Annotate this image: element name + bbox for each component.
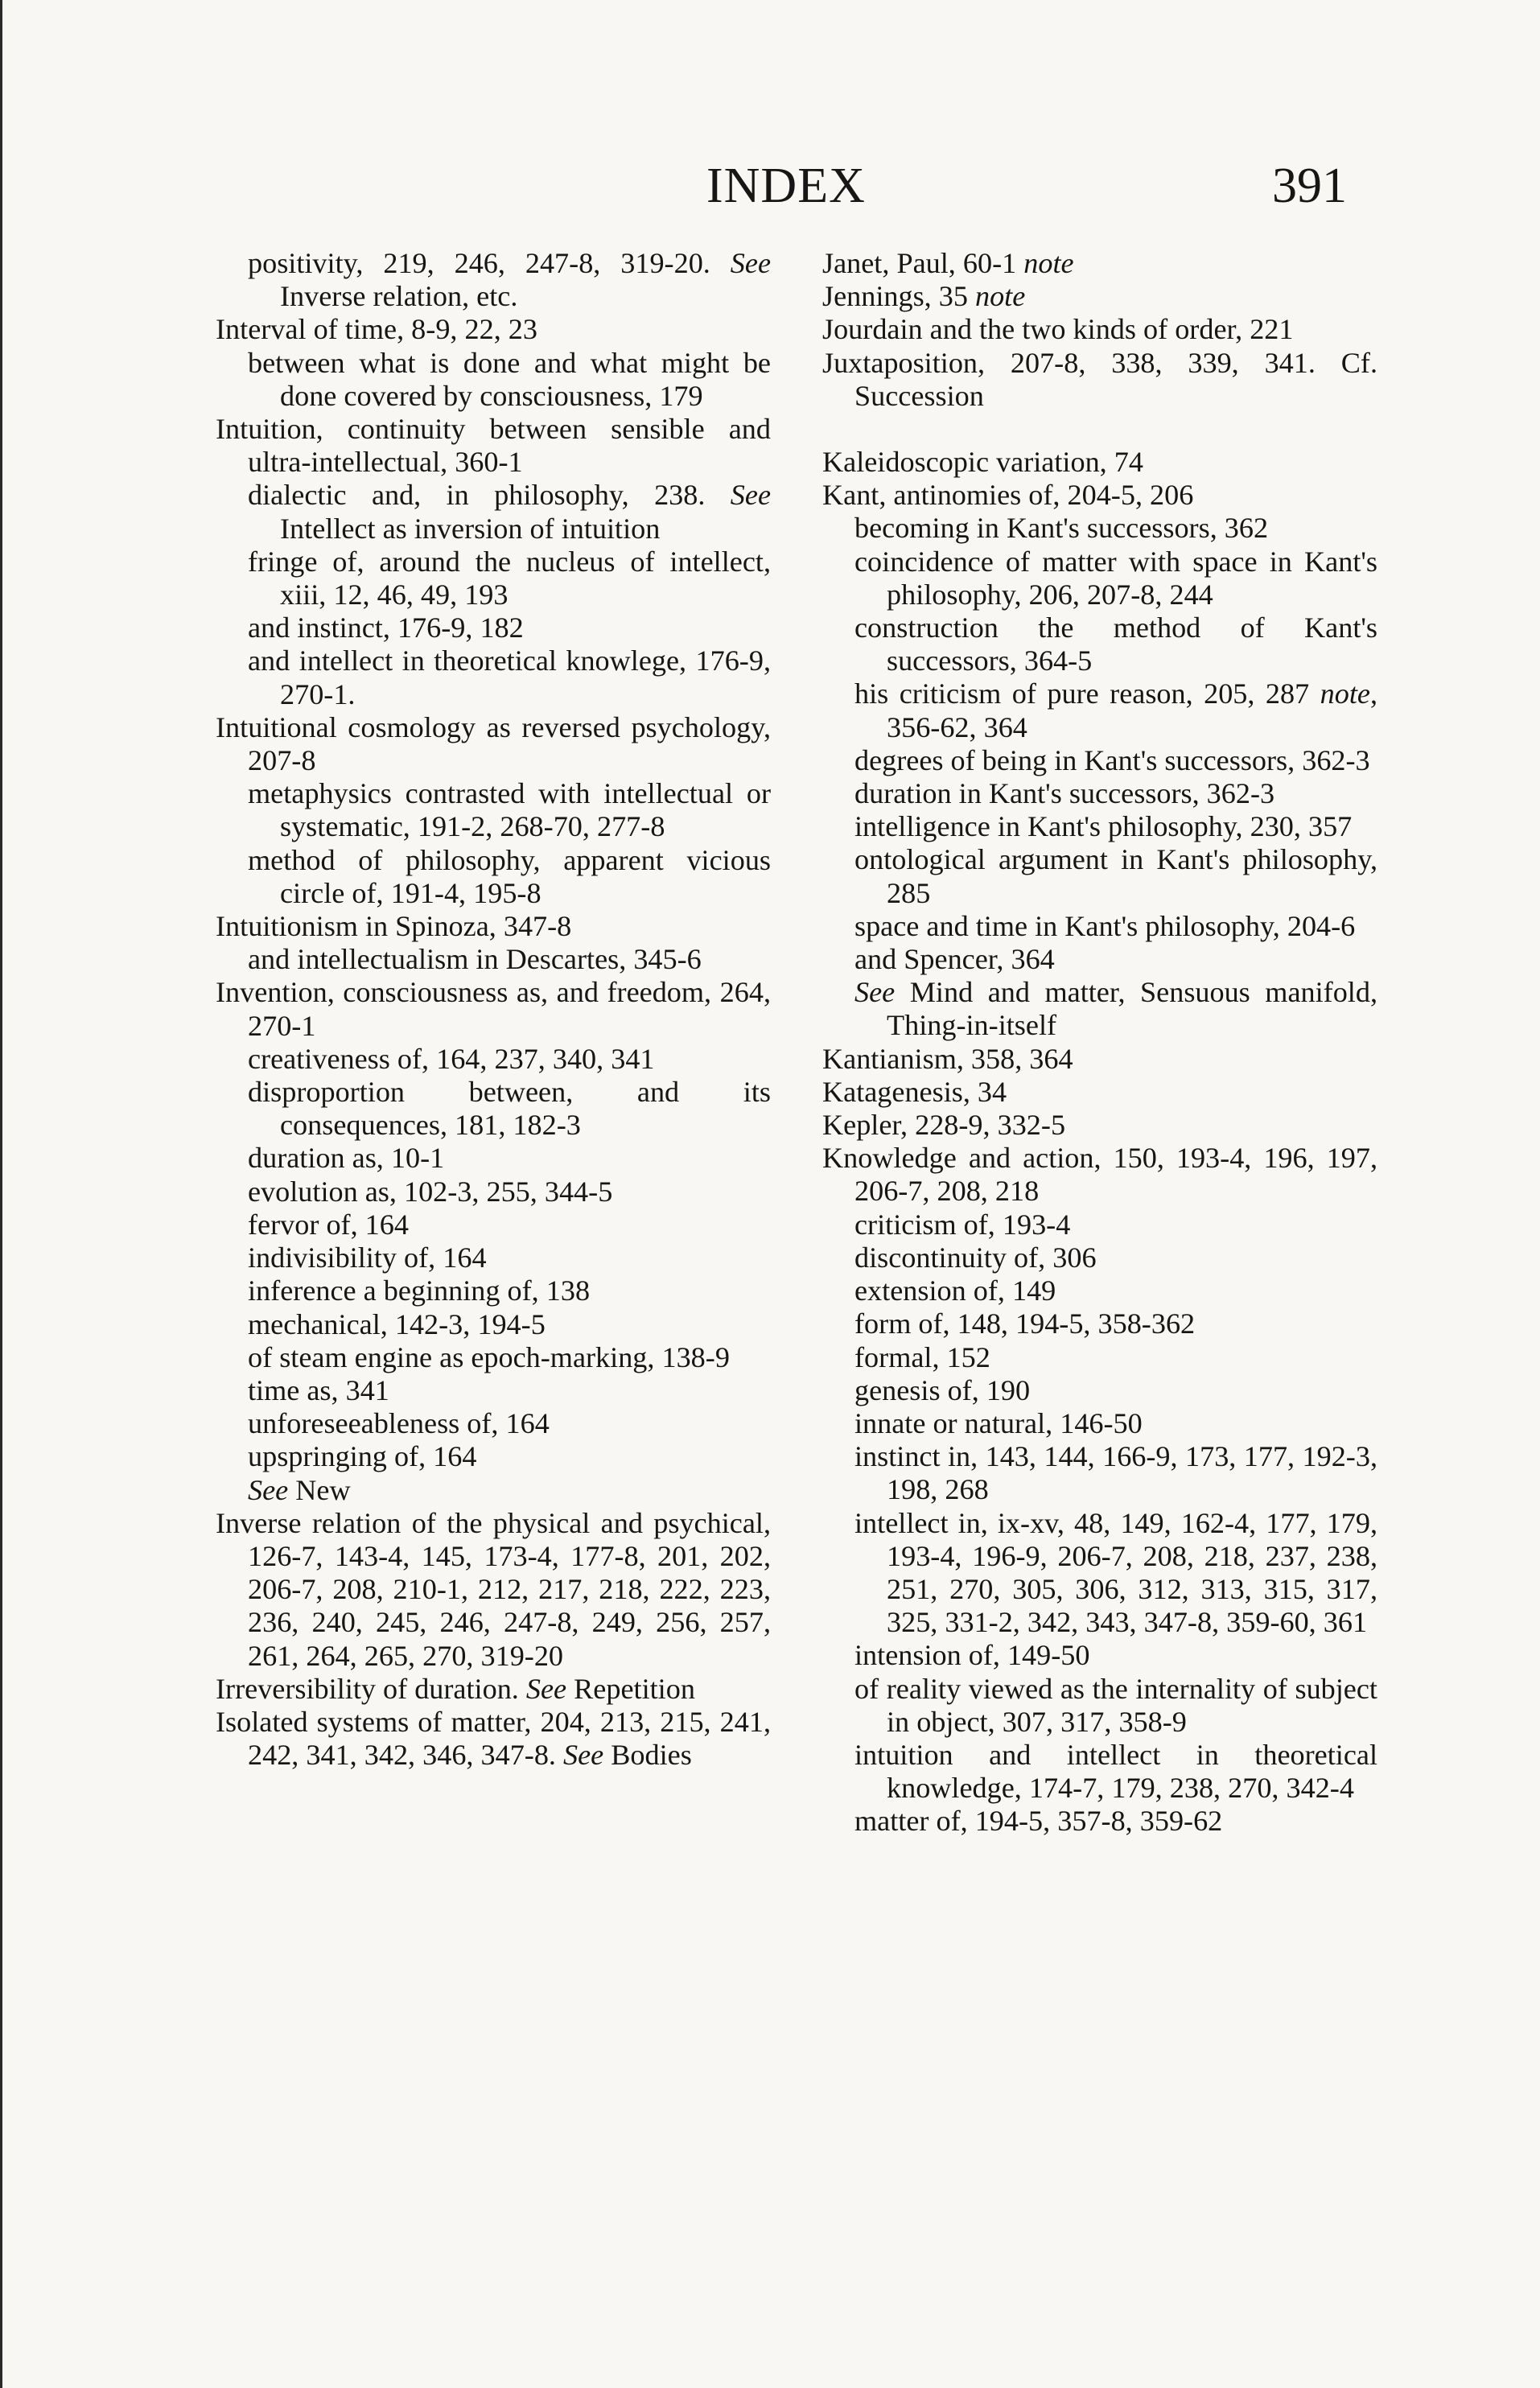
index-subentry <box>822 744 1377 777</box>
index-subentry <box>216 644 771 710</box>
entry-text: Knowledge and action, 150, 193-4, 196, 197, 206-7, 208, 218 <box>822 1142 1377 1208</box>
index-entry <box>822 479 1377 512</box>
entry-text: and Spencer, 364 <box>854 943 1055 976</box>
index-subentry <box>216 611 771 644</box>
index-subentry <box>822 910 1377 943</box>
entry-text: and intellect in theoretical knowlege, 176-9, 270-1. <box>248 644 771 710</box>
page-scan-edge <box>0 0 2 2388</box>
index-subentry <box>822 1507 1377 1640</box>
entry-text: innate or natural, 146-50 <box>854 1406 1143 1439</box>
entry-text: mechanical, 142-3, 194-5 <box>248 1307 546 1340</box>
index-subentry <box>216 1043 771 1076</box>
index-subentry <box>216 1208 771 1241</box>
index-entry <box>216 976 771 1042</box>
entry-text: fervor of, 164 <box>248 1208 409 1241</box>
index-subentry <box>822 1673 1377 1739</box>
entry-text: Intuitional cosmology as reversed psychology, 207-8 <box>216 710 771 777</box>
entry-text: and intellectualism in Descartes, 345-6 <box>248 943 702 976</box>
index-entry <box>822 1043 1377 1076</box>
index-subentry <box>822 810 1377 843</box>
entry-text: disproportion between, and its consequences, 181, 182-3 <box>248 1076 771 1142</box>
index-subentry <box>216 1175 771 1208</box>
see-reference-marker: See <box>248 1473 289 1506</box>
index-subentry <box>822 1241 1377 1274</box>
index-column-left <box>216 247 771 1772</box>
see-reference-marker: See <box>710 247 772 279</box>
see-reference-marker: See <box>555 1739 604 1772</box>
entry-text: of steam engine as epoch-marking, 138-9 <box>248 1340 730 1373</box>
entry-text: Jourdain and the two kinds of order, 221 <box>822 313 1294 346</box>
entry-tail: Repetition <box>566 1672 695 1705</box>
index-subentry <box>822 611 1377 677</box>
entry-text: matter of, 194-5, 357-8, 359-62 <box>854 1805 1223 1838</box>
section-gap <box>822 413 1377 446</box>
entry-text: intellect in, ix-xv, 48, 149, 162-4, 177, 179, 193-4, 196-9, 206-7, 208, 218, 237, 238, 251, 270, 305, 306, 312, 313, 315, 317, 325, 331-2, 342, 343, 347-8, 359-60, 361 <box>854 1506 1377 1639</box>
index-subentry <box>216 1407 771 1440</box>
index-subentry <box>822 1307 1377 1340</box>
index-subentry <box>822 843 1377 909</box>
page-number: 391 <box>1272 159 1347 213</box>
index-entry <box>822 313 1377 346</box>
index-entry <box>216 1706 771 1772</box>
index-entry <box>822 280 1377 313</box>
entry-text: Inverse relation of the physical and psychical, 126-7, 143-4, 145, 173-4, 177-8, 201, 202, 206-7, 208, 210-1, 212, 217, 218, 222, 223, 236, 240, 245, 246, 247-8, 249, 256, 257, 261, 264, 265, 270, 319-20 <box>216 1506 771 1672</box>
index-entry <box>216 413 771 479</box>
index-subentry <box>216 479 771 545</box>
entry-text: genesis of, 190 <box>854 1373 1031 1406</box>
entry-text: and instinct, 176-9, 182 <box>248 611 524 644</box>
index-subentry <box>216 777 771 843</box>
index-entry <box>216 1673 771 1706</box>
index-subentry <box>822 1341 1377 1374</box>
entry-text: duration as, 10-1 <box>248 1142 445 1175</box>
entry-text: Jennings, 35 <box>822 280 968 313</box>
see-reference-marker: See <box>518 1672 567 1705</box>
entry-text: Kaleidoscopic variation, 74 <box>822 446 1143 479</box>
index-subentry <box>822 1739 1377 1805</box>
entry-text: between what is done and what might be done covered by consciousness, 179 <box>248 346 771 412</box>
entry-text: time as, 341 <box>248 1373 389 1406</box>
see-reference-marker: See <box>705 479 772 512</box>
index-subentry <box>216 1076 771 1142</box>
entry-text: Kepler, 228-9, 332-5 <box>822 1109 1066 1142</box>
index-subentry <box>822 1805 1377 1838</box>
index-subentry <box>822 1407 1377 1440</box>
index-entry <box>822 446 1377 479</box>
entry-text: coincidence of matter with space in Kant's philosophy, 206, 207-8, 244 <box>854 545 1377 611</box>
entry-text: intension of, 149-50 <box>854 1639 1090 1672</box>
index-subentry <box>216 1474 771 1507</box>
entry-text: Katagenesis, 34 <box>822 1075 1007 1108</box>
entry-text: duration in Kant's successors, 362-3 <box>854 777 1275 810</box>
index-subentry <box>822 1440 1377 1506</box>
index-subentry <box>216 1374 771 1407</box>
entry-text: unforeseeableness of, 164 <box>248 1407 550 1440</box>
index-entry <box>216 313 771 346</box>
entry-text: fringe of, around the nucleus of intellect, xiii, 12, 46, 49, 193 <box>248 545 771 611</box>
entry-text: Janet, Paul, 60-1 <box>822 247 1017 279</box>
entry-text: his criticism of pure reason, 205, 287 <box>854 677 1310 710</box>
entry-text: Isolated systems of matter, 204, 213, 215, 241, 242, 341, 342, 346, 347-8. <box>216 1705 771 1772</box>
entry-text: instinct in, 143, 144, 166-9, 173, 177, 192-3, 198, 268 <box>854 1440 1377 1506</box>
entry-tail: Bodies <box>603 1739 692 1772</box>
entry-text: formal, 152 <box>854 1340 990 1373</box>
index-entry <box>822 247 1377 280</box>
entry-text: positivity, 219, 246, 247-8, 319-20. <box>248 247 710 279</box>
entry-text: Interval of time, 8-9, 22, 23 <box>216 313 537 346</box>
entry-text: Kant, antinomies of, 204-5, 206 <box>822 479 1194 512</box>
page-header <box>0 158 1540 216</box>
entry-text: Irreversibility of duration. <box>216 1672 519 1705</box>
entry-text: inference a beginning of, 138 <box>248 1274 591 1307</box>
entry-text: Invention, consciousness as, and freedom, 264, 270-1 <box>216 976 771 1042</box>
entry-text: becoming in Kant's successors, 362 <box>854 512 1269 545</box>
index-subentry <box>822 777 1377 810</box>
index-subentry <box>216 1274 771 1307</box>
index-subentry <box>822 943 1377 976</box>
entry-text: method of philosophy, apparent vicious circle of, 191-4, 195-8 <box>248 843 771 909</box>
index-subentry <box>216 546 771 611</box>
index-subentry <box>216 1308 771 1341</box>
note-marker: note <box>967 280 1026 313</box>
index-subentry <box>822 1374 1377 1407</box>
index-subentry <box>216 1142 771 1175</box>
entry-tail: Inverse relation, etc. <box>280 280 518 313</box>
entry-text: Juxtaposition, 207-8, 338, 339, 341. Cf. Succession <box>822 346 1377 412</box>
note-marker: note <box>1016 247 1074 279</box>
entry-text: ontological argument in Kant's philosophy, 285 <box>854 843 1377 909</box>
entry-text: form of, 148, 194-5, 358-362 <box>854 1307 1196 1340</box>
entry-text: intelligence in Kant's philosophy, 230, 357 <box>854 810 1353 843</box>
entry-text: of reality viewed as the internality of subject in object, 307, 317, 358-9 <box>854 1672 1377 1738</box>
entry-tail: Intellect as inversion of intuition <box>280 512 661 545</box>
entry-text: criticism of, 193-4 <box>854 1208 1071 1241</box>
index-subentry <box>216 1440 771 1473</box>
entry-text: space and time in Kant's philosophy, 204-6 <box>854 909 1356 942</box>
entry-text: upspringing of, 164 <box>248 1440 477 1473</box>
entry-text: creativeness of, 164, 237, 340, 341 <box>248 1042 655 1075</box>
index-column-right <box>822 247 1377 1838</box>
note-marker: note <box>1309 677 1370 710</box>
entry-text: metaphysics contrasted with intellectual or systematic, 191-2, 268-70, 277-8 <box>248 777 771 843</box>
entry-text: indivisibility of, 164 <box>248 1241 487 1274</box>
index-entry <box>822 347 1377 413</box>
entry-tail: Mind and matter, Sensuous manifold, Thing-in-itself <box>887 976 1377 1042</box>
index-subentry <box>216 844 771 910</box>
running-title: INDEX <box>706 159 866 213</box>
index-entry <box>822 1109 1377 1142</box>
entry-text: discontinuity of, 306 <box>854 1241 1097 1274</box>
entry-text: degrees of being in Kant's successors, 362-3 <box>854 743 1370 776</box>
entry-tail: New <box>288 1473 351 1506</box>
index-entry <box>822 1076 1377 1109</box>
see-reference-marker: See <box>854 976 896 1009</box>
index-subentry <box>216 347 771 413</box>
entry-text: extension of, 149 <box>854 1274 1056 1307</box>
index-entry <box>216 711 771 777</box>
index-subentry <box>216 943 771 976</box>
index-entry <box>216 910 771 943</box>
entry-text: construction the method of Kant's successors, 364-5 <box>854 611 1377 677</box>
entry-text: intuition and intellect in theoretical knowledge, 174-7, 179, 238, 270, 342-4 <box>854 1738 1377 1805</box>
index-subentry <box>822 512 1377 545</box>
entry-text: Intuitionism in Spinoza, 347-8 <box>216 910 572 943</box>
entry-text: dialectic and, in philosophy, 238. <box>248 479 706 512</box>
index-subentry <box>216 1241 771 1274</box>
entry-text: Kantianism, 358, 364 <box>822 1042 1073 1075</box>
entry-text: Intuition, continuity between sensible and ultra-intellectual, 360-1 <box>216 413 771 479</box>
index-subentry <box>216 247 771 313</box>
index-subentry <box>822 546 1377 611</box>
index-subentry <box>822 1208 1377 1241</box>
index-subentry <box>822 677 1377 743</box>
index-subentry <box>822 1639 1377 1672</box>
index-entry <box>216 1507 771 1673</box>
index-subentry <box>822 1274 1377 1307</box>
index-subentry <box>216 1341 771 1374</box>
entry-tail: , 356-62, 364 <box>887 677 1377 743</box>
index-subentry <box>822 976 1377 1042</box>
index-entry <box>822 1142 1377 1208</box>
entry-text: evolution as, 102-3, 255, 344-5 <box>248 1175 613 1208</box>
